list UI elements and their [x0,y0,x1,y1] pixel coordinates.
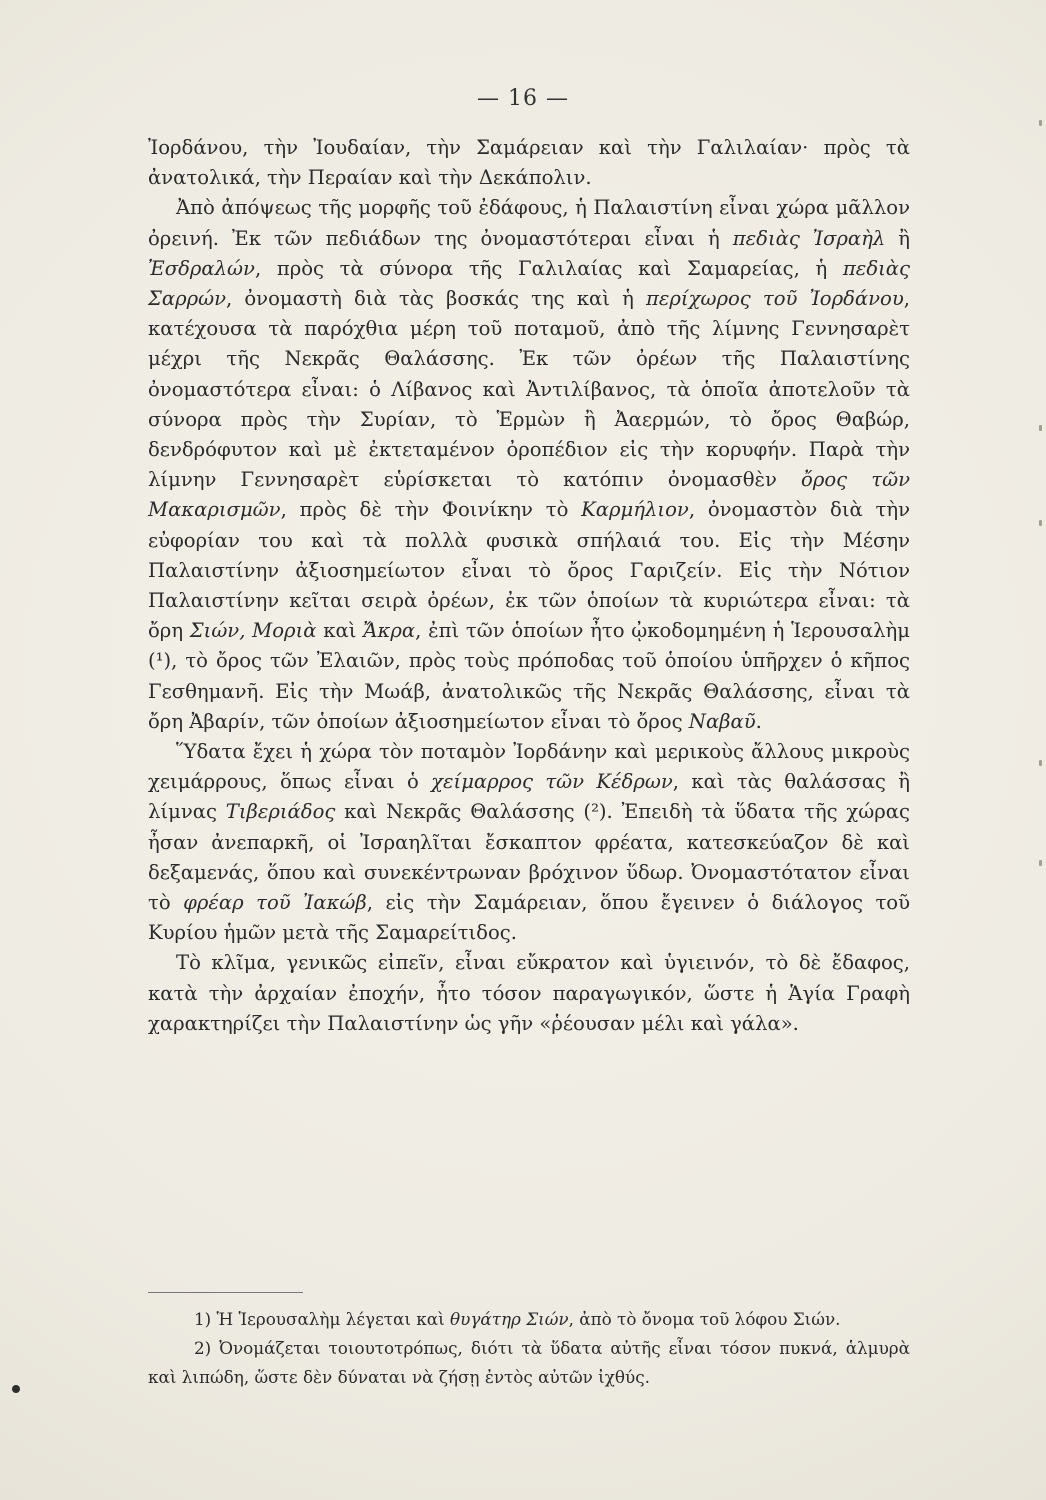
italic-term: Σιών, Μοριὰ [189,619,317,643]
text-run: καὶ Νεκρᾶς Θαλάσσης (²). Ἐπειδὴ τὰ ὕδατα τῆς χώρας ἦσαν ἀνεπαρκῆ, οἱ Ἰσραηλῖται ἔσκαπτον φρέατα, κατεσκεύαζον δὲ καὶ δεξαμενάς, ὅπου καὶ συνεκέντρωναν βρόχινον ὕδωρ. Ὀνομαστότατον εἶναι τὸ [148,800,910,915]
italic-term: Καρμήλιον [581,498,689,522]
text-run: 2) Ὀνομάζεται τοιουτοτρόπως, διότι τὰ ὕδατα αὐτῆς εἶναι τόσον πυκνά, ἁλμυρὰ καὶ λιπώδη, ὥστε δὲν δύναται νὰ ζήσῃ ἐντὸς αὐτῶν ἰχθύς. [148,1338,910,1387]
italic-term: φρέαρ τοῦ Ἰακώβ [183,891,367,915]
text-run: , ἐπὶ τῶν ὁποίων ἦτο ᾠκοδομημένη ἡ Ἱερουσαλὴμ (¹), τὸ ὄρος τῶν Ἐλαιῶν, πρὸς τοὺς πρόποδας τοῦ ὁποίου ὑπῆρχεν ὁ κῆπος Γεσθημανῆ. Εἰς τὴν Μωάβ, ἀνατολικῶς τῆς Νεκρᾶς Θαλάσσης, εἶναι τὰ ὄρη Ἀβαρίν, τῶν ὁποίων ἀξιοσημείωτον εἶναι τὸ ὄρος [148,619,910,733]
text-run: , ἀπὸ τὸ ὄνομα τοῦ λόφου Σιών. [568,1309,841,1329]
italic-term: πεδιὰς Σαρρών [148,256,910,311]
italic-term: πεδιὰς Ἰσραὴλ [732,226,886,250]
text-run: 1) Ἡ Ἱερουσαλὴμ λέγεται καὶ [194,1309,451,1329]
footnotes [148,1305,910,1392]
page-number: — 16 — [477,86,569,111]
paragraph-3 [148,737,910,948]
edge-speck [1039,425,1042,431]
italic-term: Ναβαῦ [688,709,756,733]
text-run: , ὀνομαστὴ διὰ τὰς βοσκάς της καὶ ἡ [226,287,647,311]
text-run: Ὕδατα ἔχει ἡ χώρα τὸν ποταμὸν Ἰορδάνην καὶ μερικοὺς ἄλλους μικροὺς χειμάρρους, ὅπως εἶναι ὁ [148,740,910,794]
italic-term: Τιβεριάδος [225,800,336,824]
italic-term: ὄρος τῶν Μακαρισμῶν [148,468,910,522]
text-run: , ὀνομαστὸν διὰ τὴν εὐφορίαν του καὶ τὰ πολλὰ φυσικὰ σπήλαιά του. Εἰς τὴν Μέσην Παλαιστίνην ἀξιοσημείωτον εἶναι τὸ ὄρος Γαριζείν. Εἰς τὴν Νότιον Παλαιστίνην κεῖται σειρὰ ὀρέων, ἐκ τῶν ὁποίων τὰ κυριώτερα εἶναι: τὰ ὄρη [148,498,911,643]
text-run: καὶ [316,619,364,643]
footnote-separator [148,1292,303,1293]
punch-hole-mark [12,1385,20,1393]
italic-term: Ἐσδραλών [148,256,255,280]
paragraph-4 [148,948,910,1039]
text-run: , πρὸς δὲ τὴν Φοινίκην τὸ [280,498,582,522]
text-run: , κατέχουσα τὰ παρόχθια μέρη τοῦ ποταμοῦ, ἀπὸ τῆς λίμνης Γεννησαρὲτ μέχρι τῆς Νεκρᾶς Θαλάσσης. Ἐκ τῶν ὀρέων τῆς Παλαιστίνης ὀνομαστότερα εἶναι: ὁ Λίβανος καὶ Ἀντιλίβανος, τὰ ὁποῖα ἀποτελοῦν τὰ σύνορα πρὸς τὴν Συρίαν, τὸ Ἑρμὼν ἢ Ἀαερμών, τὸ ὄρος Θαβώρ, δενδρόφυτον καὶ μὲ ἐκτεταμένον ὀροπέδιον εἰς τὴν κορυφήν. Παρὰ τὴν λίμνην Γεννησαρὲτ εὑρίσκεται τὸ κατόπιν ὀνομασθὲν [148,287,910,492]
edge-speck [1039,520,1042,526]
paragraph-1 [148,133,910,193]
italic-term: περίχωρος τοῦ Ἰορδάνου [646,287,904,311]
edge-speck [1039,860,1042,866]
footnote-1 [148,1305,910,1334]
footnote-2 [148,1334,910,1392]
text-run: , εἰς τὴν Σαμάρειαν, ὅπου ἔγεινεν ὁ διάλογος τοῦ Κυρίου ἡμῶν μετὰ τῆς Σαμαρείτιδος. [148,891,910,945]
text-run: Ἀπὸ ἀπόψεως τῆς μορφῆς τοῦ ἐδάφους, ἡ Παλαιστίνη εἶναι χώρα μᾶλλον ὀρεινή. Ἐκ τῶν πεδιάδων της ὀνομαστότεραι εἶναι ἡ [148,196,910,250]
paragraph-2 [148,193,910,737]
text-run: Ἰορδάνου, τὴν Ἰουδαίαν, τὴν Σαμάρειαν καὶ τὴν Γαλιλαίαν· πρὸς τὰ ἀνατολικά, τὴν Περαίαν καὶ τὴν Δεκάπολιν. [148,136,910,190]
italic-term: Ἄκρα [363,619,416,643]
italic-term: θυγάτηρ Σιών [450,1309,569,1329]
text-run: . [755,709,762,733]
text-run: , πρὸς τὰ σύνορα τῆς Γαλιλαίας καὶ Σαμαρείας, ἡ [254,256,843,280]
edge-speck [1039,120,1042,126]
main-text [148,133,910,1039]
text-run: Τὸ κλῖμα, γενικῶς εἰπεῖν, εἶναι εὔκρατον καὶ ὑγιεινόν, τὸ δὲ ἔδαφος, κατὰ τὴν ἀρχαίαν ἐποχήν, ἦτο τόσον παραγωγικόν, ὥστε ἡ Ἁγία Γραφὴ χαρακτηρίζει τὴν Παλαιστίνην ὡς γῆν «ῥέουσαν μέλι καὶ γάλα». [148,951,910,1035]
text-run: , καὶ τὰς θαλάσσας ἢ λίμνας [148,770,910,824]
text-run: ἢ [885,226,911,250]
edge-speck [1039,760,1042,766]
italic-term: χείμαρρος τῶν Κέδρων [431,770,673,794]
